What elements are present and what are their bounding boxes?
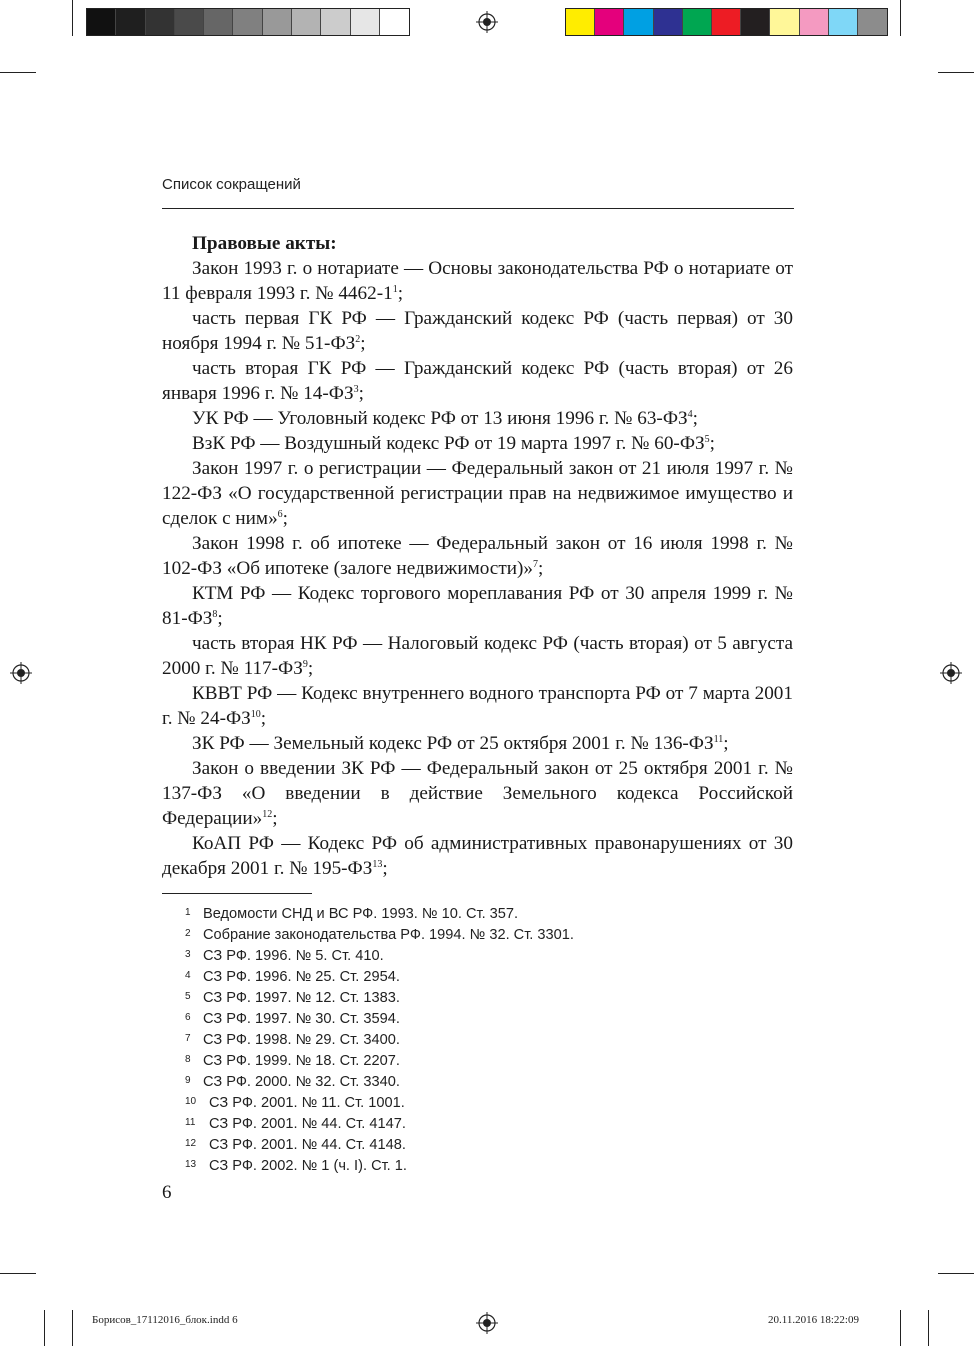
color-swatch [741, 9, 770, 35]
abbreviation-entry: часть вторая НК РФ — Налоговый кодекс РФ (часть вторая) от 5 августа 2000 г. № $117-ФЗ^9$; [162, 633, 793, 679]
footnote-item [185, 1134, 574, 1155]
registration-mark-icon [476, 11, 498, 33]
grayscale-color-bar [86, 8, 410, 36]
footnote-item [185, 987, 574, 1008]
footnote-reference: 4 [687, 409, 693, 420]
abbreviation-entry: Закон о введении ЗК РФ — Федеральный закон от 25 октября 2001 г. № 137-ФЗ «О введении в действие Земельного кодекса Российской Федерации»$^{12}$; [162, 758, 793, 829]
footnote-number: 6 [185, 1012, 191, 1023]
footnote-text: СЗ РФ. 1996. № 5. Ст. 410. [203, 948, 384, 964]
footnote-text: СЗ РФ. 1997. № 12. Ст. 1383. [203, 990, 400, 1006]
crop-mark [72, 1310, 73, 1346]
footnote-item [185, 966, 574, 987]
color-swatch [321, 9, 350, 35]
crop-mark [0, 1273, 36, 1274]
color-swatch [380, 9, 409, 35]
header-divider [162, 208, 794, 209]
color-swatch [595, 9, 624, 35]
slug-filename: Борисов_17112016_блок.indd 6 [92, 1314, 238, 1326]
footnote-text: СЗ РФ. 1997. № 30. Ст. 3594. [203, 1011, 400, 1027]
footnote-item [185, 1029, 574, 1050]
color-swatch [858, 9, 887, 35]
footnote-number: 11 [185, 1117, 196, 1128]
page-number: 6 [162, 1182, 172, 1203]
abbreviation-entry: КТМ РФ — Кодекс торгового мореплавания РФ от 30 апреля 1999 г. № $81-ФЗ^8$; [162, 583, 793, 629]
footnote-item [185, 1050, 574, 1071]
footnotes [185, 903, 574, 1176]
abbreviation-entry: УК РФ — Уголовный кодекс РФ от 13 июня 1996 г. № $63-ФЗ^4$; [192, 408, 698, 429]
crop-mark [72, 0, 73, 36]
footnote-text: СЗ РФ. 1999. № 18. Ст. 2207. [203, 1053, 400, 1069]
color-swatch [87, 9, 116, 35]
color-swatch [829, 9, 858, 35]
abbreviation-entry: ВзК РФ — Воздушный кодекс РФ от 19 марта 1997 г. № $60-ФЗ^5$; [192, 433, 715, 454]
registration-mark-icon [10, 662, 32, 684]
footnote-text: СЗ РФ. 2002. № 1 (ч. I). Ст. 1. [209, 1158, 407, 1174]
footnote-number: 7 [185, 1033, 191, 1044]
color-swatch [800, 9, 829, 35]
abbreviations-body [162, 231, 793, 881]
footnote-number: 3 [185, 949, 191, 960]
crop-mark [900, 0, 901, 36]
footnote-number: 2 [185, 928, 191, 939]
color-swatch [204, 9, 233, 35]
abbreviation-entry: Закон 1993 г. о нотариате — Основы законодательства РФ о нотариате от 11 февраля 1993 г. № $4462-1^1$; [162, 258, 793, 304]
footnote-number: 4 [185, 970, 191, 981]
footnote-number: 9 [185, 1075, 191, 1086]
crop-mark [938, 72, 974, 73]
footnote-item [185, 1155, 574, 1176]
color-swatch [292, 9, 321, 35]
footnote-text: Собрание законодательства РФ. 1994. № 32. Ст. 3301. [203, 927, 574, 943]
footnote-number: 10 [185, 1096, 197, 1107]
abbreviation-entry: ЗК РФ — Земельный кодекс РФ от 25 октября 2001 г. № 136-ФЗ$^{11}$; [192, 733, 729, 754]
footnote-text: Ведомости СНД и ВС РФ. 1993. № 10. Ст. 357. [203, 906, 519, 922]
crop-mark [900, 1310, 901, 1346]
color-swatch [712, 9, 741, 35]
footnote-item [185, 903, 574, 924]
crop-mark [44, 1310, 45, 1346]
footnote-item [185, 945, 574, 966]
color-swatch [566, 9, 595, 35]
crop-mark [938, 1273, 974, 1274]
footnote-text: СЗ РФ. 2001. № 44. Ст. 4148. [209, 1137, 406, 1153]
footnote-text: СЗ РФ. 2001. № 44. Ст. 4147. [209, 1116, 406, 1132]
footnote-reference: 9 [302, 659, 308, 670]
footnote-text: СЗ РФ. 2000. № 32. Ст. 3340. [203, 1074, 400, 1090]
footnote-reference: 10 [250, 709, 261, 720]
registration-mark-icon [940, 662, 962, 684]
footnote-reference: 7 [532, 559, 538, 570]
footnote-reference: 3 [353, 384, 359, 395]
footnote-reference: 1 [392, 284, 398, 295]
slug-datetime: 20.11.2016 18:22:09 [768, 1314, 859, 1326]
footnote-reference: 12 [262, 809, 273, 820]
footnote-text: СЗ РФ. 1996. № 25. Ст. 2954. [203, 969, 400, 985]
footnote-item [185, 1008, 574, 1029]
abbreviation-entry: Закон 1998 г. об ипотеке — Федеральный закон от 16 июля 1998 г. № 102-ФЗ «Об ипотеке (залоге недвижимости)»$^7$; [162, 533, 793, 579]
color-swatch [233, 9, 262, 35]
footnote-item [185, 924, 574, 945]
footnote-number: 1 [185, 907, 191, 918]
footnote-reference: 8 [212, 609, 218, 620]
process-color-bar [565, 8, 888, 36]
color-swatch [146, 9, 175, 35]
color-swatch [683, 9, 712, 35]
registration-mark-icon [476, 1312, 498, 1334]
color-swatch [175, 9, 204, 35]
color-swatch [624, 9, 653, 35]
footnote-number: 13 [185, 1159, 197, 1170]
abbreviation-entry: Закон 1997 г. о регистрации — Федеральный закон от 21 июля 1997 г. № 122-ФЗ «О государственной регистрации прав на недвижимое имущество и сделок с ним»$^6$; [162, 458, 793, 529]
footnote-reference: 2 [355, 334, 361, 345]
footnote-text: СЗ РФ. 1998. № 29. Ст. 3400. [203, 1032, 400, 1048]
footnote-reference: 13 [372, 859, 383, 870]
footnote-reference: 11 [713, 734, 724, 745]
abbreviation-entry: КоАП РФ — Кодекс РФ об административных правонарушениях от 30 декабря 2001 г. № 195-ФЗ$^{13}$; [162, 833, 793, 879]
footnote-divider [162, 893, 312, 894]
color-swatch [770, 9, 799, 35]
footnote-reference: 5 [704, 434, 710, 445]
crop-mark [928, 1310, 929, 1346]
footnote-text: СЗ РФ. 2001. № 11. Ст. 1001. [209, 1095, 405, 1111]
abbreviation-entry: часть первая ГК РФ — Гражданский кодекс РФ (часть первая) от 30 ноября 1994 г. № $51-ФЗ^2$; [162, 308, 793, 354]
color-swatch [654, 9, 683, 35]
footnote-number: 8 [185, 1054, 191, 1065]
crop-mark [0, 72, 36, 73]
footnote-item [185, 1071, 574, 1092]
footnote-number: 5 [185, 991, 191, 1002]
color-swatch [263, 9, 292, 35]
abbreviation-entry: КВВТ РФ — Кодекс внутреннего водного транспорта РФ от 7 марта 2001 г. № 24-ФЗ$^{10}$; [162, 683, 793, 729]
abbreviation-entry: часть вторая ГК РФ — Гражданский кодекс РФ (часть вторая) от 26 января 1996 г. № $14-ФЗ^3$; [162, 358, 793, 404]
footnote-item [185, 1092, 574, 1113]
footnote-number: 12 [185, 1138, 197, 1149]
color-swatch [116, 9, 145, 35]
running-head: Список сокращений [162, 176, 301, 193]
footnote-reference: 6 [277, 509, 283, 520]
color-swatch [351, 9, 380, 35]
footnote-item [185, 1113, 574, 1134]
section-heading: Правовые акты: [192, 233, 337, 254]
